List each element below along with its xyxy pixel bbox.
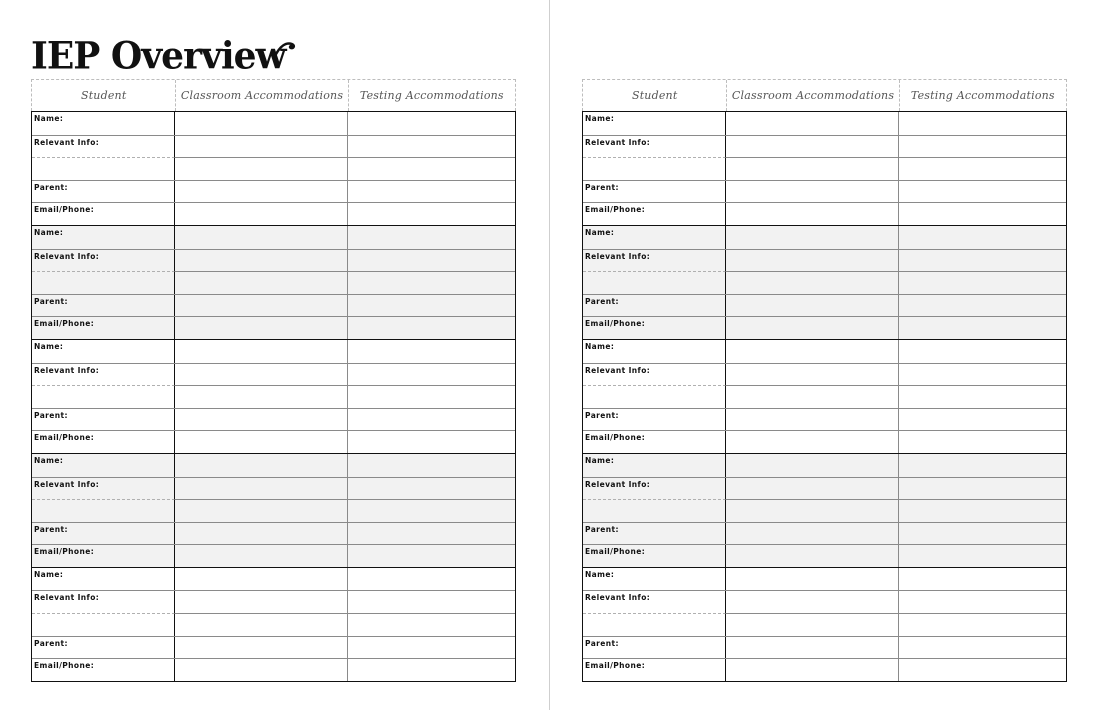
testing-cell[interactable]: [348, 385, 515, 408]
testing-cell[interactable]: [348, 409, 515, 431]
parent-cell[interactable]: [583, 181, 726, 203]
table-row-parent: [583, 180, 1066, 203]
table-row-relevant-info: [32, 590, 515, 613]
email-phone-cell[interactable]: [32, 317, 175, 339]
relevant-info-continued-cell[interactable]: [583, 157, 726, 180]
parent-label: Parent:: [585, 182, 619, 192]
relevant-info-continued-cell[interactable]: [583, 271, 726, 294]
testing-cell[interactable]: [348, 431, 515, 453]
classroom-cell[interactable]: [726, 226, 899, 249]
parent-cell[interactable]: [32, 295, 175, 317]
table-row-relevant-info: [583, 249, 1066, 272]
classroom-cell[interactable]: [726, 271, 899, 294]
student-block-3: [583, 339, 1066, 453]
relevant-info-label: Relevant Info:: [585, 479, 651, 489]
table-row-relevant-info: [583, 363, 1066, 386]
table-row-parent: [583, 522, 1066, 545]
relevant-info-continued-cell[interactable]: [32, 157, 175, 180]
classroom-cell[interactable]: [175, 271, 348, 294]
classroom-cell[interactable]: [726, 568, 899, 591]
header-student: Student: [80, 89, 127, 102]
testing-cell[interactable]: [899, 364, 1066, 386]
classroom-cell[interactable]: [175, 203, 348, 225]
table-row-email-phone: [583, 544, 1066, 567]
table-row-parent: [32, 522, 515, 545]
classroom-cell[interactable]: [175, 523, 348, 545]
relevant-info-continued-cell[interactable]: [583, 613, 726, 636]
testing-cell[interactable]: [899, 226, 1066, 249]
classroom-cell[interactable]: [726, 250, 899, 272]
table-body: [582, 111, 1067, 682]
header-classroom-accommodations: Classroom Accommodations: [175, 80, 347, 111]
testing-cell[interactable]: [348, 545, 515, 567]
table-row-blank: [32, 157, 515, 180]
table-row-parent: [583, 636, 1066, 659]
testing-cell[interactable]: [899, 659, 1066, 681]
classroom-cell[interactable]: [175, 637, 348, 659]
email-phone-label: Email/Phone:: [34, 205, 95, 215]
testing-cell[interactable]: [348, 271, 515, 294]
table-row-name: [583, 112, 1066, 135]
table-row-email-phone: [583, 430, 1066, 453]
classroom-cell[interactable]: [726, 591, 899, 613]
parent-label: Parent:: [585, 524, 619, 534]
testing-cell[interactable]: [348, 112, 515, 135]
classroom-cell[interactable]: [726, 545, 899, 567]
testing-cell[interactable]: [899, 340, 1066, 363]
parent-label: Parent:: [585, 296, 619, 306]
email-phone-label: Email/Phone:: [34, 547, 95, 557]
header-testing-accommodations: Testing Accommodations: [899, 80, 1066, 111]
testing-cell[interactable]: [348, 637, 515, 659]
name-cell[interactable]: [583, 340, 726, 363]
table-row-name: [32, 568, 515, 591]
classroom-cell[interactable]: [175, 591, 348, 613]
relevant-info-continued-cell[interactable]: [583, 499, 726, 522]
swash-ornament-icon: [274, 40, 296, 58]
relevant-info-cell[interactable]: [583, 591, 726, 613]
relevant-info-label: Relevant Info:: [34, 479, 100, 489]
testing-cell[interactable]: [348, 591, 515, 613]
testing-cell[interactable]: [899, 181, 1066, 203]
testing-cell[interactable]: [348, 181, 515, 203]
table-row-parent: [32, 636, 515, 659]
classroom-cell[interactable]: [175, 409, 348, 431]
name-label: Name:: [585, 569, 615, 579]
name-label: Name:: [34, 114, 64, 123]
table-header: [31, 79, 516, 111]
classroom-cell[interactable]: [175, 136, 348, 158]
testing-cell[interactable]: [348, 568, 515, 591]
classroom-cell[interactable]: [726, 409, 899, 431]
name-label: Name:: [34, 341, 64, 351]
table-row-relevant-info: [32, 477, 515, 500]
table-row-email-phone: [32, 202, 515, 225]
testing-cell[interactable]: [899, 295, 1066, 317]
name-cell[interactable]: [32, 454, 175, 477]
testing-cell[interactable]: [348, 659, 515, 681]
email-phone-label: Email/Phone:: [34, 319, 95, 329]
student-block-2: [32, 225, 515, 339]
name-label: Name:: [585, 114, 615, 123]
testing-cell[interactable]: [899, 454, 1066, 477]
relevant-info-continued-cell[interactable]: [32, 613, 175, 636]
classroom-cell[interactable]: [726, 637, 899, 659]
testing-cell[interactable]: [899, 203, 1066, 225]
table-row-blank: [32, 613, 515, 636]
email-phone-cell[interactable]: [583, 317, 726, 339]
page-title: [31, 34, 286, 78]
classroom-cell[interactable]: [175, 568, 348, 591]
iep-table-left: [31, 79, 516, 682]
testing-cell[interactable]: [348, 136, 515, 158]
classroom-cell[interactable]: [175, 499, 348, 522]
classroom-cell[interactable]: [175, 545, 348, 567]
table-row-blank: [32, 271, 515, 294]
parent-cell[interactable]: [583, 523, 726, 545]
testing-cell[interactable]: [899, 112, 1066, 135]
email-phone-label: Email/Phone:: [585, 661, 646, 671]
relevant-info-continued-cell[interactable]: [32, 385, 175, 408]
relevant-info-continued-cell[interactable]: [32, 271, 175, 294]
classroom-cell[interactable]: [175, 454, 348, 477]
table-row-email-phone: [32, 430, 515, 453]
classroom-cell[interactable]: [726, 385, 899, 408]
name-cell[interactable]: [32, 568, 175, 591]
classroom-cell[interactable]: [175, 340, 348, 363]
parent-label: Parent:: [34, 182, 68, 192]
name-cell[interactable]: [583, 568, 726, 591]
student-block-4: [32, 453, 515, 567]
relevant-info-cell[interactable]: [32, 591, 175, 613]
parent-label: Parent:: [34, 524, 68, 534]
testing-cell[interactable]: [348, 340, 515, 363]
classroom-cell[interactable]: [726, 523, 899, 545]
testing-cell[interactable]: [899, 250, 1066, 272]
relevant-info-continued-cell[interactable]: [583, 385, 726, 408]
classroom-cell[interactable]: [726, 478, 899, 500]
testing-cell[interactable]: [899, 478, 1066, 500]
email-phone-cell[interactable]: [32, 431, 175, 453]
header-classroom-accommodations: Classroom Accommodations: [726, 80, 898, 111]
classroom-cell[interactable]: [175, 431, 348, 453]
parent-cell[interactable]: [583, 409, 726, 431]
table-row-blank: [583, 613, 1066, 636]
table-row-parent: [32, 180, 515, 203]
table-row-parent: [583, 408, 1066, 431]
relevant-info-cell[interactable]: [583, 364, 726, 386]
testing-cell[interactable]: [899, 431, 1066, 453]
table-row-name: [32, 340, 515, 363]
header-student: Student: [631, 89, 678, 102]
table-row-relevant-info: [583, 477, 1066, 500]
classroom-cell[interactable]: [726, 203, 899, 225]
testing-cell[interactable]: [899, 613, 1066, 636]
relevant-info-cell[interactable]: [32, 478, 175, 500]
table-row-blank: [583, 499, 1066, 522]
parent-label: Parent:: [585, 410, 619, 420]
table-row-relevant-info: [32, 363, 515, 386]
student-block-5: [583, 567, 1066, 681]
classroom-cell[interactable]: [175, 613, 348, 636]
table-row-email-phone: [32, 658, 515, 681]
classroom-cell[interactable]: [175, 317, 348, 339]
header-testing-accommodations: Testing Accommodations: [348, 80, 515, 111]
name-cell[interactable]: [583, 112, 726, 135]
testing-cell[interactable]: [348, 364, 515, 386]
email-phone-cell[interactable]: [583, 431, 726, 453]
classroom-cell[interactable]: [175, 478, 348, 500]
table-row-email-phone: [32, 316, 515, 339]
email-phone-label: Email/Phone:: [585, 319, 646, 329]
table-row-email-phone: [32, 544, 515, 567]
name-label: Name:: [34, 227, 64, 237]
parent-label: Parent:: [34, 638, 68, 648]
classroom-cell[interactable]: [726, 181, 899, 203]
table-row-blank: [32, 385, 515, 408]
email-phone-label: Email/Phone:: [34, 433, 95, 443]
relevant-info-cell[interactable]: [32, 136, 175, 158]
classroom-cell[interactable]: [726, 295, 899, 317]
testing-cell[interactable]: [899, 271, 1066, 294]
table-row-blank: [32, 499, 515, 522]
classroom-cell[interactable]: [726, 659, 899, 681]
relevant-info-continued-cell[interactable]: [32, 499, 175, 522]
table-row-name: [32, 454, 515, 477]
table-row-email-phone: [583, 202, 1066, 225]
student-block-3: [32, 339, 515, 453]
student-block-2: [583, 225, 1066, 339]
relevant-info-cell[interactable]: [583, 478, 726, 500]
relevant-info-label: Relevant Info:: [34, 137, 100, 147]
parent-cell[interactable]: [32, 637, 175, 659]
email-phone-label: Email/Phone:: [585, 433, 646, 443]
table-row-blank: [583, 271, 1066, 294]
table-body: [31, 111, 516, 682]
parent-label: Parent:: [34, 296, 68, 306]
classroom-cell[interactable]: [726, 431, 899, 453]
table-row-name: [583, 340, 1066, 363]
testing-cell[interactable]: [348, 157, 515, 180]
name-cell[interactable]: [32, 112, 175, 135]
relevant-info-cell[interactable]: [32, 364, 175, 386]
relevant-info-label: Relevant Info:: [585, 365, 651, 375]
classroom-cell[interactable]: [175, 250, 348, 272]
name-label: Name:: [585, 227, 615, 237]
testing-cell[interactable]: [348, 250, 515, 272]
testing-cell[interactable]: [348, 317, 515, 339]
parent-label: Parent:: [34, 410, 68, 420]
classroom-cell[interactable]: [726, 317, 899, 339]
name-cell[interactable]: [32, 340, 175, 363]
relevant-info-cell[interactable]: [583, 250, 726, 272]
name-label: Name:: [34, 455, 64, 465]
testing-cell[interactable]: [348, 454, 515, 477]
classroom-cell[interactable]: [726, 454, 899, 477]
page-title-text: IEP Overview: [31, 33, 286, 79]
parent-cell[interactable]: [32, 523, 175, 545]
table-row-email-phone: [583, 316, 1066, 339]
table-row-relevant-info: [583, 135, 1066, 158]
relevant-info-label: Relevant Info:: [585, 593, 651, 603]
name-cell[interactable]: [583, 226, 726, 249]
table-row-name: [32, 112, 515, 135]
name-cell[interactable]: [32, 226, 175, 249]
email-phone-label: Email/Phone:: [585, 205, 646, 215]
student-block-1: [32, 112, 515, 225]
classroom-cell[interactable]: [726, 613, 899, 636]
classroom-cell[interactable]: [175, 659, 348, 681]
table-row-email-phone: [583, 658, 1066, 681]
classroom-cell[interactable]: [175, 226, 348, 249]
name-cell[interactable]: [583, 454, 726, 477]
classroom-cell[interactable]: [175, 181, 348, 203]
testing-cell[interactable]: [348, 613, 515, 636]
table-row-name: [583, 454, 1066, 477]
parent-cell[interactable]: [583, 637, 726, 659]
testing-cell[interactable]: [899, 317, 1066, 339]
name-label: Name:: [585, 341, 615, 351]
relevant-info-label: Relevant Info:: [34, 593, 100, 603]
table-header: [582, 79, 1067, 111]
relevant-info-cell[interactable]: [583, 136, 726, 158]
testing-cell[interactable]: [899, 409, 1066, 431]
table-row-name: [583, 226, 1066, 249]
relevant-info-label: Relevant Info:: [34, 365, 100, 375]
parent-cell[interactable]: [32, 181, 175, 203]
table-row-parent: [32, 408, 515, 431]
testing-cell[interactable]: [348, 499, 515, 522]
classroom-cell[interactable]: [175, 112, 348, 135]
email-phone-label: Email/Phone:: [34, 661, 95, 671]
table-row-name: [583, 568, 1066, 591]
testing-cell[interactable]: [899, 568, 1066, 591]
email-phone-cell[interactable]: [32, 659, 175, 681]
testing-cell[interactable]: [348, 478, 515, 500]
table-row-blank: [583, 385, 1066, 408]
relevant-info-cell[interactable]: [32, 250, 175, 272]
student-block-1: [583, 112, 1066, 225]
email-phone-cell[interactable]: [32, 545, 175, 567]
email-phone-cell[interactable]: [583, 545, 726, 567]
testing-cell[interactable]: [899, 637, 1066, 659]
testing-cell[interactable]: [899, 385, 1066, 408]
email-phone-cell[interactable]: [32, 203, 175, 225]
table-row-relevant-info: [583, 590, 1066, 613]
testing-cell[interactable]: [899, 591, 1066, 613]
name-label: Name:: [34, 569, 64, 579]
classroom-cell[interactable]: [175, 157, 348, 180]
table-row-parent: [32, 294, 515, 317]
testing-cell[interactable]: [899, 523, 1066, 545]
relevant-info-label: Relevant Info:: [585, 251, 651, 261]
testing-cell[interactable]: [348, 295, 515, 317]
relevant-info-label: Relevant Info:: [585, 137, 651, 147]
student-block-5: [32, 567, 515, 681]
classroom-cell[interactable]: [726, 157, 899, 180]
parent-cell[interactable]: [32, 409, 175, 431]
table-row-blank: [583, 157, 1066, 180]
table-row-relevant-info: [32, 249, 515, 272]
testing-cell[interactable]: [899, 499, 1066, 522]
name-label: Name:: [585, 455, 615, 465]
classroom-cell[interactable]: [726, 136, 899, 158]
page-divider: [549, 0, 550, 710]
parent-label: Parent:: [585, 638, 619, 648]
classroom-cell[interactable]: [726, 112, 899, 135]
testing-cell[interactable]: [348, 203, 515, 225]
classroom-cell[interactable]: [726, 499, 899, 522]
table-row-relevant-info: [32, 135, 515, 158]
relevant-info-label: Relevant Info:: [34, 251, 100, 261]
iep-table-right: [582, 79, 1067, 682]
testing-cell[interactable]: [899, 157, 1066, 180]
testing-cell[interactable]: [348, 226, 515, 249]
classroom-cell[interactable]: [726, 340, 899, 363]
testing-cell[interactable]: [899, 545, 1066, 567]
testing-cell[interactable]: [899, 136, 1066, 158]
email-phone-label: Email/Phone:: [585, 547, 646, 557]
testing-cell[interactable]: [348, 523, 515, 545]
table-row-name: [32, 226, 515, 249]
classroom-cell[interactable]: [175, 364, 348, 386]
classroom-cell[interactable]: [175, 385, 348, 408]
classroom-cell[interactable]: [726, 364, 899, 386]
table-row-parent: [583, 294, 1066, 317]
classroom-cell[interactable]: [175, 295, 348, 317]
student-block-4: [583, 453, 1066, 567]
email-phone-cell[interactable]: [583, 659, 726, 681]
email-phone-cell[interactable]: [583, 203, 726, 225]
parent-cell[interactable]: [583, 295, 726, 317]
